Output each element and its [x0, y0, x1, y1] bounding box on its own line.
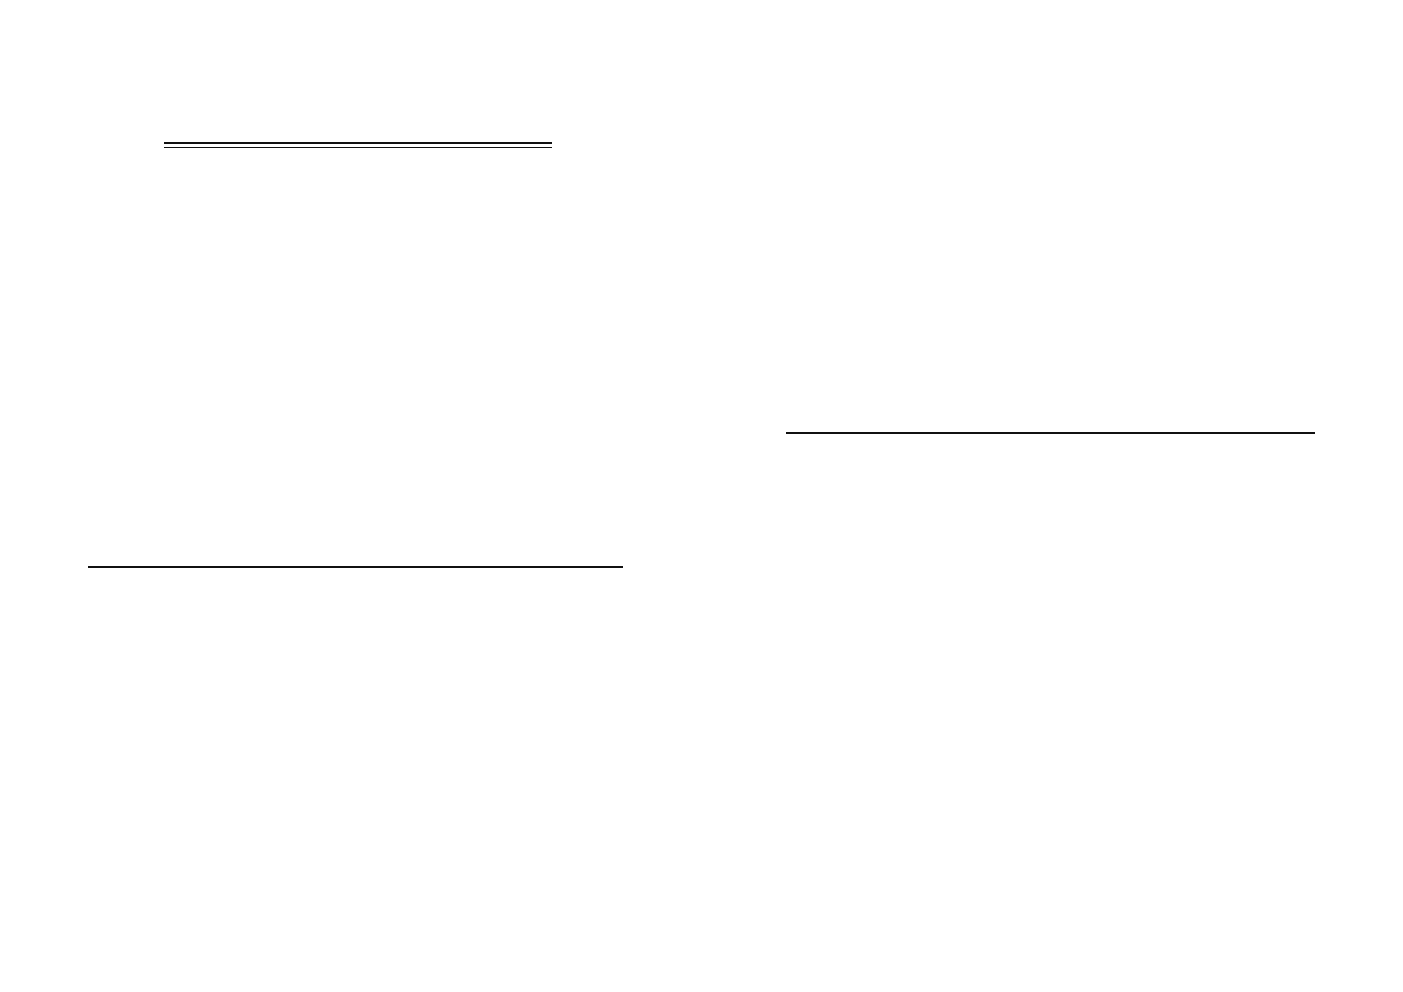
- title-underline-thin: [164, 147, 552, 148]
- title-underline: [164, 142, 552, 144]
- section-divider: [88, 566, 623, 568]
- section-divider-right: [786, 432, 1315, 434]
